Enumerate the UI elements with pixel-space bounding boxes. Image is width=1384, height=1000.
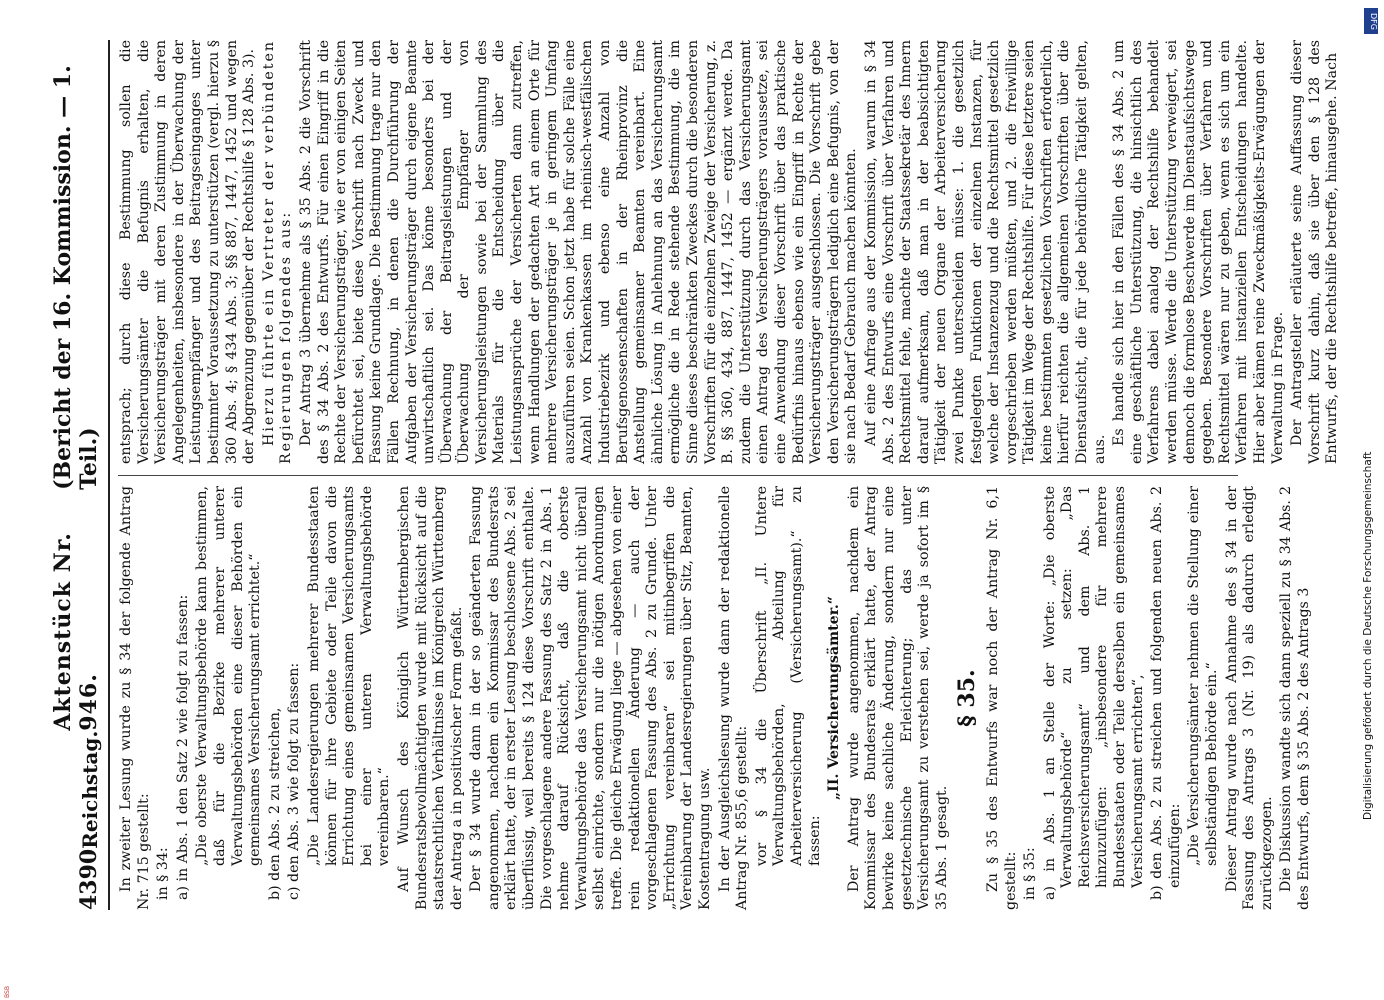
paragraph: Es handle sich hier in den Fällen des § 34 Abs. 2 um eine geschäftliche Unterstützung, die hinsichtlich des Verfahrens dabei analog der Rechtshilfe behandelt werden müsse. Werde die Unterstützung verweigert, sei dennoch die formlose Beschwerde im Dienstaufsichtswege gegeben. Besondere Vorschriften über Verfahren und Rechtsmittel wären nur zu geben, wenn es sich um ein Verfahren mit instanziellen Entscheidungen handelte. Hier aber kämen reine Zweckmäßigkeits-Erwägungen der Verwaltung in Frage. (1111, 40, 1286, 464)
paragraph: Der Antragsteller erläuterte seine Auffassung dieser Vorschrift kurz dahin, daß sie über den § 128 des Entwurfs, der die Rechtshilfe betreffe, hinausgehe. Nach (1289, 40, 1341, 464)
quoted-text: „Die Landesregierungen mehrerer Bundesstaaten können für ihre Gebiete oder Teile davon die Errichtung eines gemeinsamen Versicherungsamts bei einer unteren Verwaltungsbehörde vereinbaren.“ (305, 486, 393, 866)
quoted-text: vor § 34 die Überschrift „II. Untere Verwaltungsbehörden, Abteilung für Arbeiterversicherung (Versicherungsamt).“ zu fassen: (753, 486, 823, 866)
paragraph: Der Antrag wurde angenommen, nachdem ein Kommissar des Bundesrats erklärt hatte, der Antrag bewirke keine sachliche Änderung, sondern nur eine gesetztechnische Erleichterung; das unter Versicherungsamt zu verstehen sei, werde ja sofort im § 35 Abs. 1 gesagt. (845, 486, 950, 910)
paragraph: Auf Wunsch des Königlich Württembergischen Bundesratsbevollmächtigten wurde mit Rücksicht auf die staatsrechtlichen Verhältnisse im Königreich Württemberg der Antrag a in positivischer Form gefaßt. (395, 486, 465, 910)
dfg-logo: DFG (1364, 8, 1378, 34)
paragraph: Die Diskussion wandte sich dann speziell zu § 34 Abs. 2 des Entwurfs, dem § 35 Abs. 2 des Antrags 3 (1278, 486, 1312, 910)
page-header (50, 40, 110, 910)
library-mark: BSB (4, 986, 11, 998)
heading: „II. Versicherungsämter.“ (826, 596, 843, 800)
header-left: Reichstag. (78, 730, 102, 849)
paragraph: c) den Abs. 3 wie folgt zu fassen: (286, 662, 303, 900)
paragraph: Der § 34 wurde dann in der so geänderten Fassung angenommen, nachdem ein Kommissar des Bundesrats erklärt hatte, der in erster Lesung beschlossene Abs. 2 sei überflüssig, weil bereits § 124 diese Vorschrift enthalte. Die vorgeschlagene andere Fassung des Satz 2 in Abs. 1 nehme darauf Rücksicht, daß die oberste Verwaltungsbehörde das Versicherungsamt nicht überall selbst einrichte, sondern nur die nötigen Anordnungen treffe. Die gleiche Erwägung liege — abgesehen von einer rein redaktionellen Änderung — auch der vorgeschlagenen Fassung des Abs. 2 zu Grunde. Unter „Errichtung vereinbaren“ sei mitinbegriffen die Vereinbarung der Landesregierungen über Sitz, Beamten, Kostentragung usw. (468, 486, 713, 910)
paragraph: a) in Abs. 1 den Satz 2 wie folgt zu fassen: (174, 594, 191, 900)
quoted-text: „Die oberste Verwaltungsbehörde kann bestimmen, daß für die Bezirke mehrerer unterer Verwaltungsbehörden eine dieser Behörden ein gemeinsames Versicherungsamt errichtet.“ (194, 486, 264, 866)
page-number: 4390 (76, 848, 102, 910)
paragraph: Zu § 35 des Entwurfs war noch der Antrag Nr. 6,1 gestellt: (984, 486, 1019, 910)
left-column (118, 486, 1312, 910)
right-column (118, 40, 1341, 464)
header-title: Aktenstück Nr. 946. (50, 532, 102, 731)
paragraph: in § 35: (1022, 847, 1039, 900)
paragraph: In zweiter Lesung wurde zu § 34 der folgende Antrag Nr. 715 gestellt: (118, 486, 152, 910)
paragraph: b) den Abs. 2 zu streichen und folgenden neuen Abs. 2 einzufügen: (1149, 486, 1183, 900)
paragraph: Der Antrag 3 übernehme als § 35 Abs. 2 die Vorschrift des § 34 Abs. 2 des Entwurfs. Für einen Eingriff in die Rechte der Versicherungsträger, wie er von einigen Seiten befürchtet sei, biete diese Vorschrift nach Zweck und Fassung keine Grundlage. Die Bestimmung trage nur den Fällen Rechnung, in denen die Durchführung der Aufgaben der Versicherungsträger durch eigene Beamte unwirtschaftlich sei. Das könne besonders bei der Überwachung der Beitragsleistungen und der Überwachung der Empfänger von Versicherungsleistungen sowie bei der Sammlung des Materials für die Entscheidung über die Leistungsansprüche der Versicherten dann zutreffen, wenn Handlungen der gedachten Art an einem Orte für mehrere Versicherungsträger je in geringem Umfang auszuführen seien. Schon jetzt habe für solche Fälle eine Anzahl von Krankenkassen im rheinisch-westfälischen Industriebezirk und ebenso eine Anzahl von Berufsgenossenschaften in der Rheinprovinz die Anstellung gemeinsamer Beamten vereinbart. Eine ähnliche Lösung in Anlehnung an das Versicherungsamt ermögliche die in Rede stehende Bestimmung, die im Sinne dieses beschränkten Zweckes durch die besonderen Vorschriften für die einzelnen Zweige der Versicherung, z. B. §§ 360, 434, 887, 1447, 1452 — ergänzt werde. Da zudem die Unterstützung durch das Versicherungsamt einen Antrag des Versicherungsträgers voraussetze, sei eine Anwendung dieser Vorschrift über das praktische Bedürfnis hinaus ebenso wie ein Eingriff in Rechte der Versicherungsträger ausgeschlossen. Die Vorschrift gebe den Versicherungsträgern lediglich eine Befugnis, von der sie nach Bedarf Gebrauch machen könnten. (297, 40, 860, 464)
paragraph: in § 34: (155, 847, 172, 900)
header-right: (Bericht der 16. Kommission. — 1. Teil.) (50, 65, 102, 490)
paragraph: a) in Abs. 1 an Stelle der Worte: „Die oberste Verwaltungsbehörde“ zu setzen: „Das Reichsversicherungsamt“ und dem Abs. 1 hinzuzufügen: „insbesondere für mehrere Bundesstaaten oder Teile derselben ein gemeinsames Versicherungsamt errichten“, (1041, 486, 1146, 900)
paragraph: Dieser Antrag wurde nach Annahme des § 34 in der Fassung des Antrags 3 (Nr. 19) als dadurch erledigt zurückgezogen. (1223, 486, 1275, 910)
section-heading: § 35. (954, 669, 981, 727)
paragraph: entsprach; durch diese Bestimmung sollen die Versicherungsämter die Befugnis erhalten, die Versicherungsträger mit deren Zustimmung in deren Angelegenheiten, insbesondere in der Überwachung der Leistungsempfänger und des Beitragseinganges unter bestimmter Voraussetzung zu unterstützen (vergl. hierzu § 360 Abs. 4; § 434 Abs. 3; §§ 887, 1447, 1452 und wegen der Abgrenzung gegenüber der Rechtshilfe § 128 Abs. 3). (118, 40, 258, 464)
paragraph: In der Ausgleichslesung wurde dann der redaktionelle Antrag Nr. 855,6 gestellt: (716, 486, 751, 910)
paragraph: Hierzu führte ein Vertreter der verbündeten Regierungen folgendes aus: (260, 40, 295, 464)
paragraph: Auf eine Anfrage aus der Kommission, warum in § 34 Abs. 2 des Entwurfs eine Vorschrift über Verfahren und Rechtsmittel fehle, machte der Staatssekretär des Innern darauf aufmerksam, daß man in der beabsichtigten Tätigkeit der neuen Organe der Arbeiterversicherung zwei Punkte unterscheiden müsse: 1. die gesetzlich festgelegten Funktionen der einzelnen Instanzen, für welche der Instanzenzug und die Rechtsmittel gesetzlich vorgeschrieben werden müßten, und 2. die freiwillige Tätigkeit im Wege der Rechtshilfe. Für diese letztere seien keine bestimmten gesetzlichen Vorschriften erforderlich, hierfür reichten die allgemeinen Vorschriften über die Dienstaufsicht, die für jede behördliche Tätigkeit gelten, aus. (862, 40, 1108, 464)
paragraph: b) den Abs. 2 zu streichen, (266, 707, 283, 900)
quoted-text: „Die Versicherungsämter nehmen die Stellung einer selbständigen Behörde ein.“ (1186, 486, 1221, 866)
column-divider (118, 475, 1238, 476)
digitization-credit: Digitalisierung gefördert durch die Deutsche Forschungsgemeinschaft (1362, 451, 1374, 820)
